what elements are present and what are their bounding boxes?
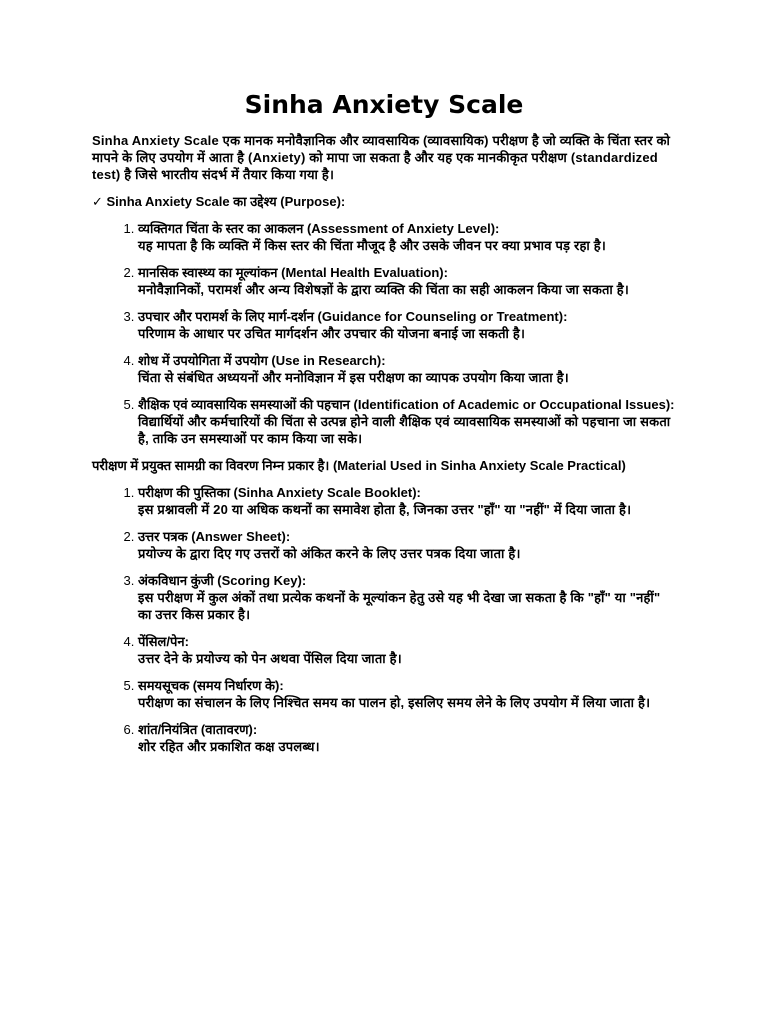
list-item <box>138 396 676 447</box>
list-item-description: इस परीक्षण में कुल अंकों तथा प्रत्येक कथनों के मूल्यांकन हेतु उसे यह भी देखा जा सकता है कि "हाँ" या "नहीं" का उत्तर किस प्रकार है। <box>138 590 661 622</box>
list-item-title: 3. अंकविधान कुंजी (Scoring Key): <box>138 573 307 588</box>
material-list <box>92 484 676 755</box>
list-item-title: 2. उत्तर पत्रक (Answer Sheet): <box>138 529 291 544</box>
list-item-title: 4. शोध में उपयोगिता में उपयोग (Use in Research): <box>138 353 386 368</box>
material-heading: परीक्षण में प्रयुक्त सामग्री का विवरण निम्न प्रकार है। (Material Used in Sinha Anxiety Scale Practical) <box>92 458 626 473</box>
list-item <box>138 528 676 562</box>
list-item-description: चिंता से संबंधित अध्ययनों और मनोविज्ञान में इस परीक्षण का व्यापक उपयोग किया जाता है। <box>138 370 569 385</box>
purpose-list <box>92 220 676 447</box>
list-item-description: प्रयोज्य के द्वारा दिए गए उत्तरों को अंकित करने के लिए उत्तर पत्रक दिया जाता है। <box>138 546 521 561</box>
list-item-description: इस प्रश्नावली में 20 या अधिक कथनों का समावेश होता है, जिनका उत्तर "हाँ" या "नहीं" में दिया जाता है। <box>138 502 632 517</box>
list-item <box>138 721 676 755</box>
document-title: Sinha Anxiety Scale <box>244 90 524 119</box>
list-item <box>138 572 676 623</box>
purpose-heading: ✓ Sinha Anxiety Scale का उद्देश्य (Purpose): <box>92 194 346 209</box>
list-item <box>138 352 676 386</box>
list-item <box>138 308 676 342</box>
list-item-description: परीक्षण का संचालन के लिए निश्चित समय का पालन हो, इसलिए समय लेने के लिए उपयोग में लिया जाता है। <box>138 695 651 710</box>
list-item <box>138 220 676 254</box>
list-item-title: 1. व्यक्तिगत चिंता के स्तर का आकलन (Assessment of Anxiety Level): <box>138 221 500 236</box>
list-item-description: विद्यार्थियों और कर्मचारियों की चिंता से उत्पन्न होने वाली शैक्षिक एवं व्यावसायिक समस्याओं को पहचाना जा सकता है, ताकि उन समस्याओं पर काम किया जा सके। <box>138 414 671 446</box>
list-item-title: 6. शांत/नियंत्रित (वातावरण): <box>138 722 258 737</box>
list-item-title: 2. मानसिक स्वास्थ्य का मूल्यांकन (Mental Health Evaluation): <box>138 265 448 280</box>
list-item <box>138 677 676 711</box>
list-item <box>138 484 676 518</box>
list-item <box>138 633 676 667</box>
intro-paragraph: Sinha Anxiety Scale एक मानक मनोवैज्ञानिक और व्यावसायिक (व्यावसायिक) परीक्षण है जो व्यक्ति के चिंता स्तर को मापने के लिए उपयोग में आता है (Anxiety) को मापा जा सकता है और यह एक मानकीकृत परीक्षण (standardized test) है जिसे भारतीय संदर्भ में तैयार किया गया है। <box>92 133 671 182</box>
list-item-title: 4. पेंसिल/पेन: <box>138 634 189 649</box>
list-item-description: परिणाम के आधार पर उचित मार्गदर्शन और उपचार की योजना बनाई जा सकती है। <box>138 326 526 341</box>
list-item-description: यह मापता है कि व्यक्ति में किस स्तर की चिंता मौजूद है और उसके जीवन पर क्या प्रभाव पड़ रहा है। <box>138 238 607 253</box>
list-item-description: मनोवैज्ञानिकों, परामर्श और अन्य विशेषज्ञों के द्वारा व्यक्ति की चिंता का सही आकलन किया जा सकता है। <box>138 282 630 297</box>
list-item <box>138 264 676 298</box>
list-item-description: उत्तर देने के प्रयोज्य को पेन अथवा पेंसिल दिया जाता है। <box>138 651 402 666</box>
list-item-title: 5. समयसूचक (समय निर्धारण के): <box>138 678 284 693</box>
list-item-title: 5. शैक्षिक एवं व्यावसायिक समस्याओं की पहचान (Identification of Academic or Occupational Issues): <box>138 397 675 412</box>
list-item-title: 3. उपचार और परामर्श के लिए मार्ग-दर्शन (Guidance for Counseling or Treatment): <box>138 309 568 324</box>
list-item-title: 1. परीक्षण की पुस्तिका (Sinha Anxiety Scale Booklet): <box>138 485 421 500</box>
list-item-description: शोर रहित और प्रकाशित कक्ष उपलब्ध। <box>138 739 320 754</box>
